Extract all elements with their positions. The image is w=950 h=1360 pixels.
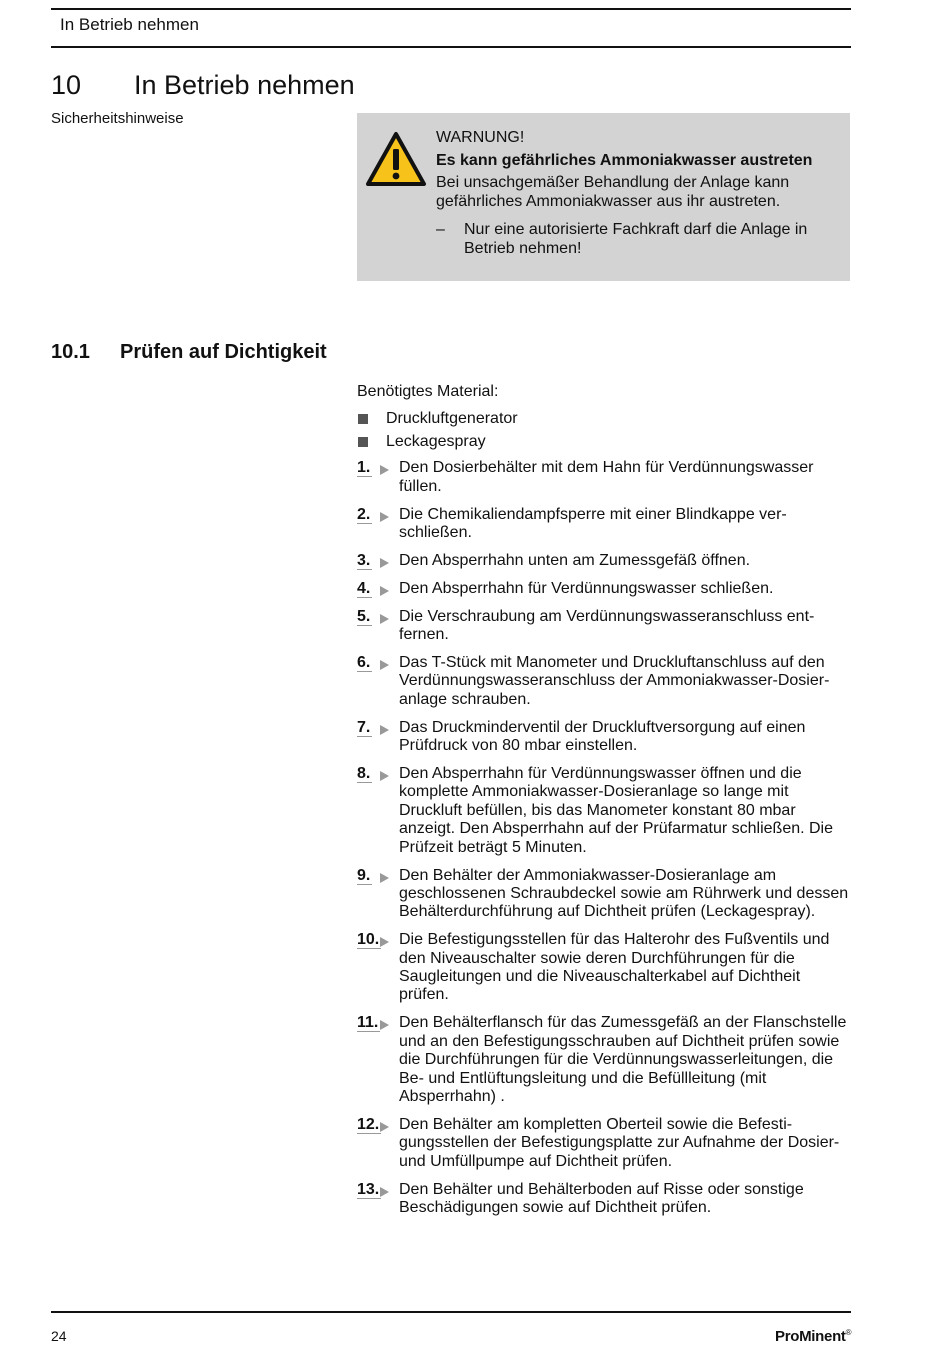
procedure-step	[357, 459, 852, 496]
step-text: Den Behälter und Behälterboden auf Risse oder sonstige Beschädigungen sowie auf Dichtheit prüfen.	[399, 1180, 804, 1217]
warning-action-text: Nur eine autorisierte Fachkraft darf die Anlage in Betrieb nehmen!	[464, 221, 808, 257]
step-number: 8.	[357, 765, 399, 857]
step-arrow-icon	[380, 660, 389, 670]
procedure-step	[357, 931, 852, 1005]
step-number: 5.	[357, 608, 399, 645]
step-arrow-icon	[380, 937, 389, 947]
chapter-title: In Betrieb nehmen	[134, 70, 355, 100]
procedure-step	[357, 608, 852, 645]
step-text: Die Verschraubung am Verdünnungswasseranschluss entfernen.	[399, 607, 815, 644]
step-arrow-icon	[380, 771, 389, 781]
warning-text	[436, 129, 836, 258]
step-text: Den Behälterflansch für das Zumessgefäß an der Flanschstelle und an den Befestigungsschrauben auf Dichtheit prüfen sowie die Durchführungen für die Verdünnungswasserleitungen, die Be- und Entlüftungsleitung und die Befüllleitung (mit Absperrhahn) .	[399, 1014, 847, 1105]
material-item: Leckagespray	[357, 433, 852, 451]
warning-action	[436, 221, 836, 258]
step-arrow-icon	[380, 614, 389, 624]
step-number: 3.	[357, 552, 399, 570]
procedure-step	[357, 552, 852, 570]
step-number: 2.	[357, 506, 399, 543]
procedure-steps	[357, 459, 852, 1217]
procedure-content	[357, 383, 852, 1227]
chapter-number: 10	[51, 70, 82, 100]
square-bullet-icon	[358, 437, 368, 447]
procedure-step	[357, 1116, 852, 1171]
square-bullet-icon	[358, 414, 368, 424]
warning-action-dash: –	[436, 221, 445, 238]
running-head-title: In Betrieb nehmen	[60, 15, 199, 34]
step-text: Das Druckminderventil der Druckluftversorgung auf einen Prüfdruck von 80 mbar einstellen.	[399, 718, 806, 755]
material-label: Benötigtes Material:	[357, 383, 499, 400]
procedure-step	[357, 1014, 852, 1106]
step-text: Den Behälter am kompletten Oberteil sowie die Befestigungsstellen der Befestigungsplatte zur Aufnahme der Dosier- und Umfüllpumpe auf Dichtheit prüfen.	[399, 1115, 840, 1170]
step-arrow-icon	[380, 586, 389, 596]
warning-body: Bei unsachgemäßer Behandlung der Anlage kann gefährliches Ammoniakwasser aus ihr austreten.	[436, 174, 790, 210]
step-arrow-icon	[380, 873, 389, 883]
step-arrow-icon	[380, 465, 389, 475]
step-number: 13.	[357, 1181, 399, 1218]
header-bottom-rule	[51, 46, 851, 48]
step-text: Den Behälter der Ammoniakwasser-Dosieranlage am geschlossenen Schraubdeckel sowie am Rührwerk und dessen Behälterdurchführung auf Dichtheit prüfen (Leckagespray).	[399, 866, 849, 921]
header-top-rule	[51, 8, 851, 10]
procedure-step	[357, 506, 852, 543]
procedure-step	[357, 654, 852, 709]
step-text: Den Absperrhahn für Verdünnungswasser öffnen und die komplette Ammoniakwasser-Dosieranlage so lange mit Druckluft befüllen, bis das Manometer konstant 80 mbar anzeigt. Den Absperrhahn auf der Prüfarmatur schließen. Die Prüfzeit beträgt 5 Minuten.	[399, 765, 834, 856]
procedure-step	[357, 1181, 852, 1218]
step-number: 1.	[357, 459, 399, 496]
step-number: 10.	[357, 931, 399, 1005]
step-number: 11.	[357, 1014, 399, 1106]
warning-heading: Es kann gefährliches Ammoniakwasser austreten	[436, 151, 813, 169]
section-title: Prüfen auf Dichtigkeit	[120, 341, 327, 363]
step-number: 12.	[357, 1116, 399, 1171]
warning-signal-word: WARNUNG!	[436, 129, 525, 146]
step-text: Die Befestigungsstellen für das Halterohr des Fußventils und den Niveauschalter sowie deren Durchführungen für die Saugleitungen und die Niveauschalterkabel auf Dichtheit prüfen.	[399, 931, 830, 1004]
page-number: 24	[51, 1328, 67, 1344]
step-number: 6.	[357, 654, 399, 709]
step-arrow-icon	[380, 1020, 389, 1030]
step-arrow-icon	[380, 1187, 389, 1197]
step-text: Den Dosierbehälter mit dem Hahn für Verdünnungswasser füllen.	[399, 459, 814, 495]
procedure-step	[357, 580, 852, 598]
procedure-step	[357, 867, 852, 922]
procedure-step	[357, 765, 852, 857]
footer-rule	[51, 1311, 851, 1313]
step-arrow-icon	[380, 512, 389, 522]
step-text: Den Absperrhahn unten am Zumessgefäß öffnen.	[399, 551, 751, 569]
step-number: 4.	[357, 580, 399, 598]
step-text: Die Chemikaliendampfsperre mit einer Blindkappe verschließen.	[399, 505, 787, 541]
step-number: 7.	[357, 719, 399, 756]
warning-box	[357, 113, 850, 281]
material-item: Druckluftgenerator	[357, 410, 852, 428]
warning-triangle-icon	[365, 131, 427, 187]
step-arrow-icon	[380, 558, 389, 568]
step-text: Das T-Stück mit Manometer und Druckluftanschluss auf den Verdünnungswasseranschluss der Ammoniakwasser-Dosieranlage schrauben.	[399, 653, 830, 708]
prominent-logo: ProMinent®	[775, 1328, 852, 1345]
step-text: Den Absperrhahn für Verdünnungswasser schließen.	[399, 579, 774, 597]
material-list	[357, 410, 852, 451]
step-arrow-icon	[380, 725, 389, 735]
side-label-safety: Sicherheitshinweise	[51, 110, 184, 127]
procedure-step	[357, 719, 852, 756]
section-number: 10.1	[51, 341, 90, 363]
step-number: 9.	[357, 867, 399, 922]
step-arrow-icon	[380, 1122, 389, 1132]
